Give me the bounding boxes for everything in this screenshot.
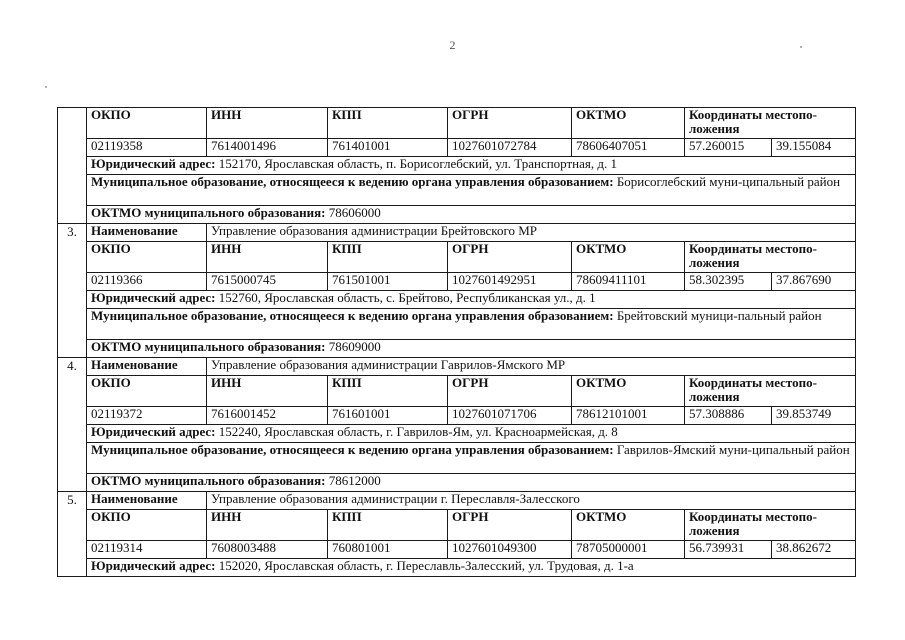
kpp-label: КПП — [328, 376, 448, 407]
organizations-table — [57, 107, 856, 577]
legal-address-value: 152020, Ярославская область, г. Переславль-Залесский, ул. Трудовая, д. 1-а — [215, 558, 634, 573]
legal-address-row — [58, 291, 856, 309]
okpo-value: 02119314 — [87, 541, 207, 559]
ogrn-label: ОГРН — [448, 108, 572, 139]
coords-label: Координаты местопо-ложения — [685, 108, 856, 139]
oktmo-value: 78705000001 — [572, 541, 685, 559]
oktmo-label: ОКТМО — [572, 376, 685, 407]
municipal-label: Муниципальное образование, относящееся к ведению органа управления образованием: — [91, 308, 614, 323]
oktmo-municipal-row — [58, 340, 856, 358]
inn-label: ИНН — [207, 376, 328, 407]
municipal-value: Гаврилов-Ямский муни-ципальный район — [613, 442, 850, 457]
row-number: 4. — [58, 358, 87, 492]
values-row — [58, 273, 856, 291]
ogrn-label: ОГРН — [448, 242, 572, 273]
oktmo-municipal-value: 78612000 — [325, 473, 381, 488]
oktmo-municipal-row — [58, 206, 856, 224]
okpo-value: 02119358 — [87, 139, 207, 157]
inn-label: ИНН — [207, 108, 328, 139]
okpo-label: ОКПО — [87, 510, 207, 541]
ogrn-value: 1027601492951 — [448, 273, 572, 291]
name-label: Наименование — [87, 224, 207, 242]
oktmo-municipal-value: 78609000 — [325, 339, 381, 354]
municipal-value: Борисоглебский муни-ципальный район — [613, 174, 841, 189]
legal-address-label: Юридический адрес: — [91, 156, 216, 171]
oktmo-value: 78606407051 — [572, 139, 685, 157]
scan-speck — [800, 46, 802, 48]
row-number: 3. — [58, 224, 87, 358]
ogrn-value: 1027601072784 — [448, 139, 572, 157]
inn-label: ИНН — [207, 242, 328, 273]
kpp-value: 761601001 — [328, 407, 448, 425]
oktmo-municipal-row — [58, 474, 856, 492]
header-row — [58, 376, 856, 407]
name-value: Управление образования администрации Брейтовского МР — [207, 224, 856, 242]
longitude-value: 39.853749 — [772, 407, 856, 425]
name-label: Наименование — [87, 492, 207, 510]
municipal-row — [58, 443, 856, 474]
ogrn-label: ОГРН — [448, 376, 572, 407]
name-row — [58, 492, 856, 510]
latitude-value: 56.739931 — [685, 541, 772, 559]
kpp-value: 760801001 — [328, 541, 448, 559]
name-label: Наименование — [87, 358, 207, 376]
name-value: Управление образования администрации г. Переславля-Залесского — [207, 492, 856, 510]
legal-address-label: Юридический адрес: — [91, 558, 216, 573]
inn-value: 7615000745 — [207, 273, 328, 291]
latitude-value: 58.302395 — [685, 273, 772, 291]
latitude-value: 57.260015 — [685, 139, 772, 157]
name-value: Управление образования администрации Гаврилов-Ямского МР — [207, 358, 856, 376]
row-number: 5. — [58, 492, 87, 577]
ogrn-label: ОГРН — [448, 510, 572, 541]
kpp-label: КПП — [328, 108, 448, 139]
longitude-value: 38.862672 — [772, 541, 856, 559]
longitude-value: 37.867690 — [772, 273, 856, 291]
legal-address-label: Юридический адрес: — [91, 424, 216, 439]
legal-address-value: 152170, Ярославская область, п. Борисоглебский, ул. Транспортная, д. 1 — [215, 156, 618, 171]
inn-value: 7614001496 — [207, 139, 328, 157]
municipal-value: Брейтовский муници-пальный район — [613, 308, 822, 323]
values-row — [58, 139, 856, 157]
oktmo-municipal-label: ОКТМО муниципального образования: — [91, 473, 326, 488]
scan-speck — [45, 86, 47, 88]
okpo-value: 02119372 — [87, 407, 207, 425]
legal-address-row — [58, 559, 856, 577]
oktmo-label: ОКТМО — [572, 108, 685, 139]
oktmo-municipal-label: ОКТМО муниципального образования: — [91, 205, 326, 220]
ogrn-value: 1027601049300 — [448, 541, 572, 559]
header-row — [58, 510, 856, 541]
oktmo-value: 78612101001 — [572, 407, 685, 425]
ogrn-value: 1027601071706 — [448, 407, 572, 425]
okpo-value: 02119366 — [87, 273, 207, 291]
legal-address-label: Юридический адрес: — [91, 290, 216, 305]
oktmo-value: 78609411101 — [572, 273, 685, 291]
header-row — [58, 108, 856, 139]
values-row — [58, 541, 856, 559]
oktmo-municipal-value: 78606000 — [325, 205, 381, 220]
okpo-label: ОКПО — [87, 376, 207, 407]
inn-label: ИНН — [207, 510, 328, 541]
inn-value: 7616001452 — [207, 407, 328, 425]
oktmo-label: ОКТМО — [572, 510, 685, 541]
oktmo-municipal-label: ОКТМО муниципального образования: — [91, 339, 326, 354]
latitude-value: 57.308886 — [685, 407, 772, 425]
name-row — [58, 224, 856, 242]
header-row — [58, 242, 856, 273]
coords-label: Координаты местопо-ложения — [685, 510, 856, 541]
page-number: 2 — [449, 38, 456, 52]
kpp-label: КПП — [328, 510, 448, 541]
name-row — [58, 358, 856, 376]
values-row — [58, 407, 856, 425]
coords-label: Координаты местопо-ложения — [685, 376, 856, 407]
kpp-value: 761401001 — [328, 139, 448, 157]
kpp-value: 761501001 — [328, 273, 448, 291]
legal-address-row — [58, 425, 856, 443]
okpo-label: ОКПО — [87, 108, 207, 139]
longitude-value: 39.155084 — [772, 139, 856, 157]
inn-value: 7608003488 — [207, 541, 328, 559]
legal-address-row — [58, 157, 856, 175]
row-number — [58, 108, 87, 224]
legal-address-value: 152760, Ярославская область, с. Брейтово, Республиканская ул., д. 1 — [215, 290, 596, 305]
municipal-row — [58, 175, 856, 206]
municipal-row — [58, 309, 856, 340]
legal-address-value: 152240, Ярославская область, г. Гаврилов-Ям, ул. Красноармейская, д. 8 — [215, 424, 618, 439]
kpp-label: КПП — [328, 242, 448, 273]
coords-label: Координаты местопо-ложения — [685, 242, 856, 273]
municipal-label: Муниципальное образование, относящееся к ведению органа управления образованием: — [91, 174, 614, 189]
okpo-label: ОКПО — [87, 242, 207, 273]
municipal-label: Муниципальное образование, относящееся к ведению органа управления образованием: — [91, 442, 614, 457]
oktmo-label: ОКТМО — [572, 242, 685, 273]
